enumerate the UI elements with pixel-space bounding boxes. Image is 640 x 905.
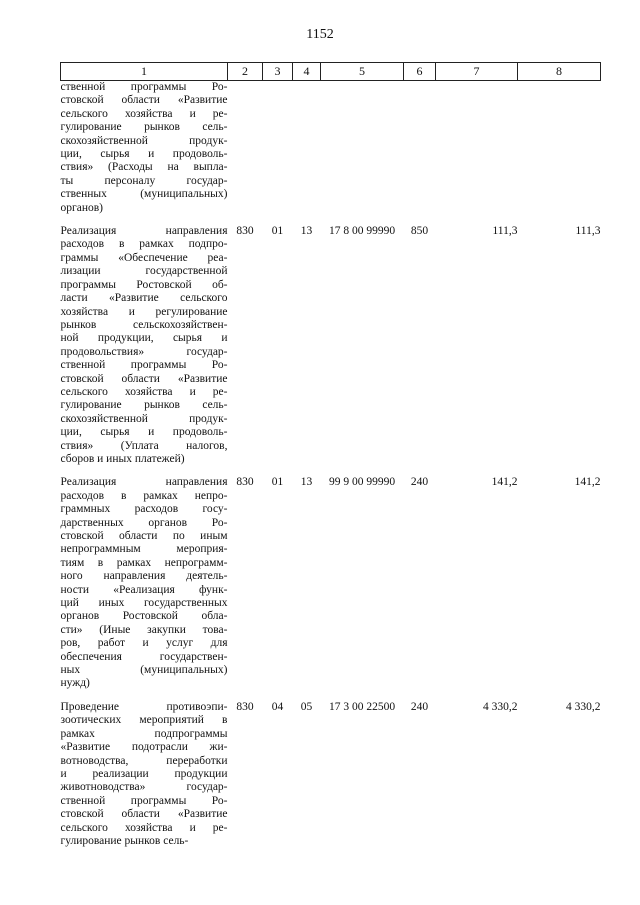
row-spacer	[61, 466, 601, 476]
description-line: тиям в рамках непрограмм-	[60, 556, 228, 569]
description-line: дарственных органов Ро-	[60, 516, 228, 529]
description-line: расходов в рамках непро-	[60, 489, 228, 502]
description-line: ции, сырья и продоволь-	[60, 148, 228, 161]
amount-total-cell: 4 330,2	[566, 700, 601, 713]
description-line: ственной программы Ро-	[60, 81, 228, 93]
description-line: сельского хозяйства и ре-	[60, 107, 228, 120]
description-line: скохозяйственной продук-	[60, 134, 228, 147]
table-row	[61, 476, 601, 691]
description-line: сельского хозяйства и ре-	[60, 821, 228, 834]
amount-total-cell	[518, 81, 601, 216]
column-header-2: 2	[228, 63, 263, 81]
amount-cell: 4 330,2	[483, 700, 518, 713]
description-line: ной продукции, сырья и	[60, 332, 228, 345]
target-article-cell	[321, 81, 404, 216]
description-line: зоотических мероприятий в	[60, 714, 228, 727]
description-line: Реализация направления	[60, 476, 228, 489]
budget-table	[60, 62, 601, 848]
column-header-7: 7	[436, 63, 518, 81]
row-description	[61, 81, 228, 216]
amount-total-cell: 141,2	[574, 476, 601, 489]
table-row	[61, 701, 601, 848]
target-article-cell: 99 9 00 99990	[328, 476, 396, 489]
amount-cell: 141,2	[491, 476, 518, 489]
amount-cell: 111,3	[492, 225, 518, 238]
description-line: хозяйства и регулирование	[60, 305, 228, 318]
row-spacer-cell	[61, 466, 601, 476]
row-description	[61, 701, 228, 848]
description-line: и реализации продукции	[60, 767, 228, 780]
description-line: органов)	[60, 201, 103, 214]
description-line: ции, сырья и продоволь-	[60, 426, 228, 439]
description-line: программы Ростовской об-	[60, 278, 228, 291]
subsection-code-cell: 13	[300, 225, 313, 238]
description-line: стовской области «Развитие	[60, 808, 228, 821]
description-line: вотноводства, переработки	[60, 754, 228, 767]
description-line: сборов и иных платежей)	[60, 452, 185, 465]
description-line: ласти «Развитие сельского	[60, 292, 228, 305]
description-line: ного направления деятель-	[60, 570, 228, 583]
description-line: скохозяйственной продук-	[60, 412, 228, 425]
description-line: стовской области по иным	[60, 530, 228, 542]
description-line: «Развитие подотрасли жи-	[60, 741, 228, 754]
page-number: 1152	[306, 27, 334, 42]
description-line: расходов в рамках подпро-	[60, 238, 228, 251]
row-spacer	[61, 215, 601, 225]
row-spacer-cell	[61, 215, 601, 225]
description-line: органов Ростовской обла-	[60, 610, 228, 623]
target-article-cell: 17 3 00 22500	[328, 700, 396, 713]
column-header-8: 8	[518, 63, 601, 81]
description-line: стовской области «Развитие	[60, 372, 228, 385]
description-line: ственной программы Ро-	[60, 794, 228, 807]
amount-total-cell: 111,3	[575, 225, 601, 238]
description-line: ных (муниципальных)	[60, 664, 228, 677]
row-description	[61, 476, 228, 691]
column-header-6: 6	[404, 63, 436, 81]
ministry-code-cell	[228, 81, 263, 216]
description-line: ности «Реализация функ-	[60, 583, 228, 596]
description-line: граммы «Обеспечение реа-	[60, 251, 228, 264]
expense-type-cell	[404, 81, 436, 216]
description-line: ты персоналу государ-	[60, 174, 228, 187]
column-header-1: 1	[61, 63, 228, 81]
description-line: гулирование рынков сель-	[60, 834, 189, 847]
subsection-code-cell	[293, 81, 321, 216]
description-line: нужд)	[60, 677, 90, 690]
subsection-code-cell: 13	[300, 476, 313, 489]
description-line: Реализация направления	[60, 225, 228, 238]
expense-type-cell: 240	[410, 476, 429, 489]
section-code-cell	[263, 81, 293, 216]
ministry-code-cell: 830	[236, 476, 254, 489]
description-line: сти» (Иные закупки това-	[60, 623, 228, 636]
description-line: сельского хозяйства и ре-	[60, 385, 228, 398]
section-code-cell: 01	[271, 225, 284, 238]
column-header-4: 4	[293, 63, 321, 81]
table-body	[61, 81, 601, 849]
table-row	[61, 81, 601, 216]
subsection-code-cell: 05	[300, 700, 313, 713]
description-line: лизации государственной	[60, 265, 228, 278]
section-code-cell: 01	[271, 476, 284, 489]
description-line: гулирование рынков сель-	[60, 121, 228, 134]
expense-type-cell: 850	[410, 225, 429, 238]
description-line: граммных расходов госу-	[60, 503, 228, 516]
column-header-3: 3	[263, 63, 293, 81]
description-line: ров, работ и услуг для	[60, 637, 228, 650]
amount-cell	[436, 81, 518, 216]
column-number-row	[61, 63, 601, 81]
ministry-code-cell: 830	[236, 225, 254, 238]
row-spacer-cell	[61, 691, 601, 701]
table-row	[61, 225, 601, 466]
description-line: ственных (муниципальных)	[60, 188, 228, 201]
description-line: животноводства» государ-	[60, 781, 228, 794]
description-line: ствия» (Уплата налогов,	[60, 439, 228, 452]
description-line: непрограммным мероприя-	[60, 543, 228, 556]
description-line: стовской области «Развитие	[60, 94, 228, 107]
ministry-code-cell: 830	[236, 700, 254, 713]
row-description	[61, 225, 228, 466]
description-line: Проведение противоэпи-	[60, 700, 228, 713]
column-header-5: 5	[321, 63, 404, 81]
description-line: рынков сельскохозяйствен-	[60, 318, 228, 331]
expense-type-cell: 240	[410, 700, 429, 713]
target-article-cell: 17 8 00 99990	[328, 225, 396, 238]
description-line: ций иных государственных	[60, 597, 228, 610]
description-line: ственной программы Ро-	[60, 359, 228, 372]
row-spacer	[61, 691, 601, 701]
description-line: рамках подпрограммы	[60, 727, 228, 740]
description-line: продовольствия» государ-	[60, 345, 228, 358]
description-line: обеспечения государствен-	[60, 650, 228, 663]
description-line: ствия» (Расходы на выпла-	[60, 161, 228, 174]
description-line: гулирование рынков сель-	[60, 399, 228, 412]
section-code-cell: 04	[271, 700, 284, 713]
